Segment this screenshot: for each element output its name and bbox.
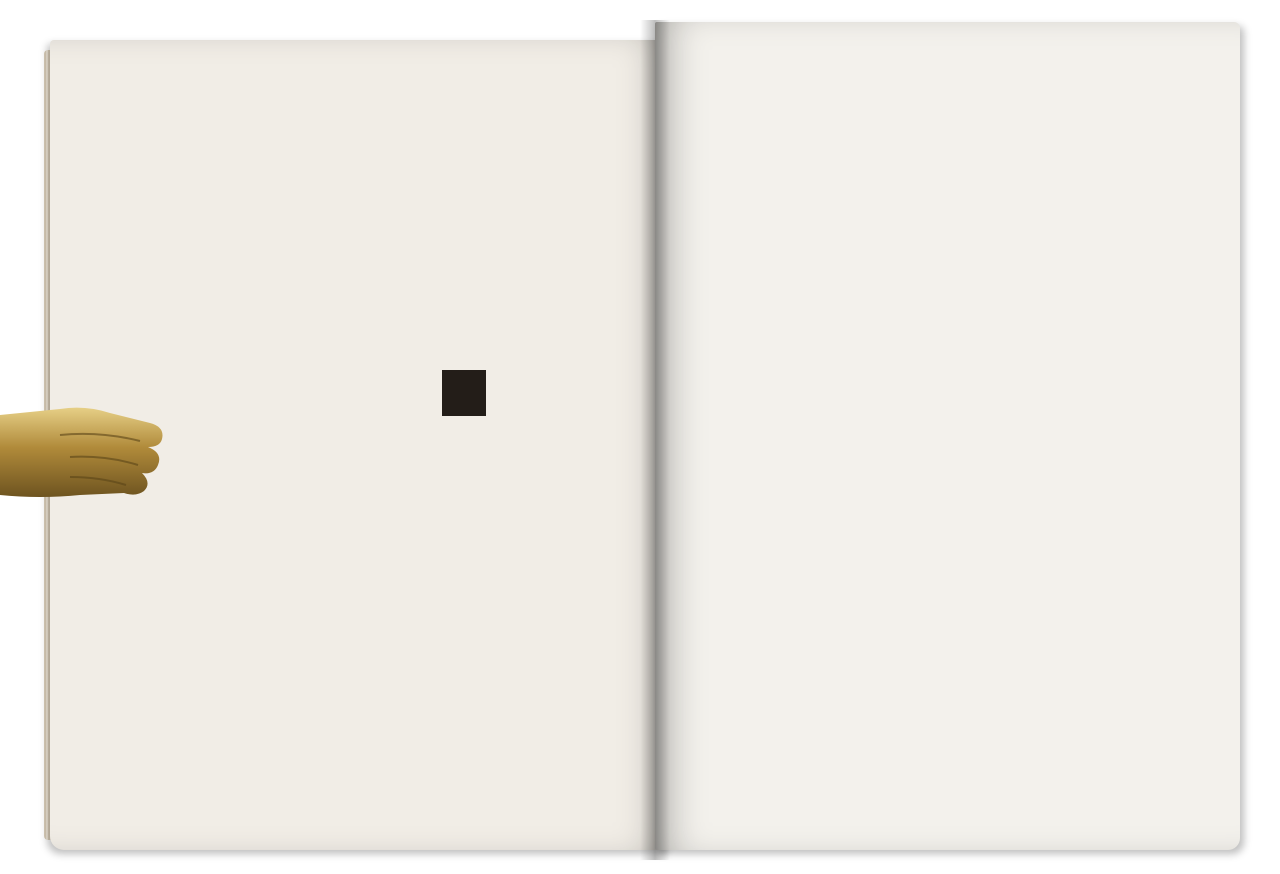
open-book xyxy=(40,10,1240,860)
right-page xyxy=(655,22,1240,850)
brass-hand-page-weight xyxy=(0,395,175,510)
book-gutter-shadow xyxy=(640,20,670,860)
decorated-initial xyxy=(442,370,486,416)
